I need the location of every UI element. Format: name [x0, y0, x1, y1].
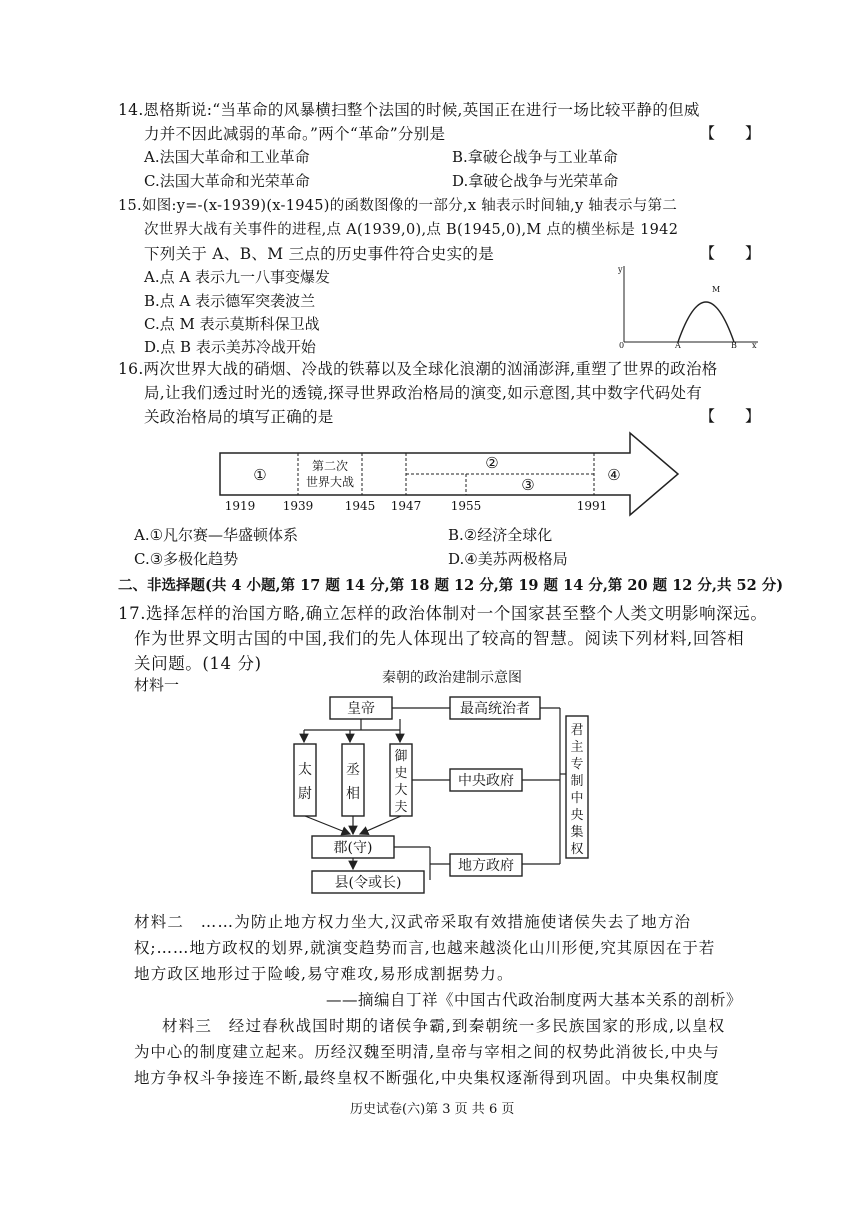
- q14-line1: 14.恩格斯说:“当革命的风暴横扫整个法国的时候,英国正在进行一场比较平静的但威: [118, 101, 700, 119]
- emperor-box: 皇帝: [347, 701, 375, 717]
- yushi-char-2: 史: [394, 766, 408, 781]
- autocracy-char-2: 主: [570, 740, 584, 755]
- qin-political-system-diagram: [290, 664, 600, 904]
- timeline-year-1991: 1991: [576, 499, 608, 513]
- q15-option-d: D.点 B 表示美苏冷战开始: [144, 338, 316, 356]
- material-3-line1: 材料三 经过春秋战国时期的诸侯争霸,到秦朝统一多民族国家的形成,以皇权: [162, 1017, 726, 1035]
- q15-option-a: A.点 A 表示九一八事变爆发: [144, 268, 330, 286]
- material-2-line1: 材料二 ……为防止地方权力坐大,汉武帝采取有效措施使诸侯失去了地方治: [134, 913, 692, 931]
- section-2-heading: 二、非选择题(共 4 小题,第 17 题 14 分,第 18 题 12 分,第 19 题 14 分,第 20 题 12 分,共 52 分): [118, 577, 784, 594]
- q15-line1: 15.如图:y=-(x-1939)(x-1945)的函数图像的一部分,x 轴表示时间轴,y 轴表示与第二: [118, 198, 678, 214]
- autocracy-char-6: 央: [570, 808, 584, 823]
- material-3-line3: 地方争权斗争接连不断,最终皇权不断强化,中央集权逐渐得到巩固。中央集权制度: [134, 1069, 720, 1087]
- q16-timeline-arrow: [210, 428, 688, 518]
- autocracy-char-4: 制: [570, 774, 584, 789]
- timeline-year-1945: 1945: [344, 499, 376, 513]
- supreme-ruler-box: 最高统治者: [460, 701, 530, 717]
- chengxiang-char-1: 丞: [346, 762, 360, 778]
- diagram-title: 秦朝的政治建制示意图: [382, 670, 522, 686]
- y-axis-label: y: [618, 265, 623, 274]
- q16-option-a: A.①凡尔赛—华盛顿体系: [134, 526, 299, 544]
- q16-option-d: D.④美苏两极格局: [448, 550, 568, 568]
- timeline-code-3: ③: [521, 476, 535, 494]
- timeline-year-1939: 1939: [282, 499, 314, 513]
- timeline-code-1: ①: [253, 466, 267, 484]
- q14-option-c: C.法国大革命和光荣革命: [144, 172, 310, 190]
- timeline-wwii-line2: 世界大战: [305, 475, 355, 489]
- timeline-year-1947: 1947: [390, 499, 422, 513]
- q16-line1: 16.两次世界大战的硝烟、冷战的铁幕以及全球化浪潮的汹涌澎湃,重塑了世界的政治格: [118, 360, 718, 378]
- q15-line3: 下列关于 A、B、M 三点的历史事件符合史实的是: [144, 245, 495, 263]
- q15-line2: 次世界大战有关事件的进程,点 A(1939,0),点 B(1945,0),M 点的横坐标是 1942: [144, 222, 679, 238]
- q15-answer-bracket: 【 】: [700, 244, 761, 262]
- point-b-label: B: [731, 341, 737, 348]
- taiwei-char-1: 太: [298, 762, 312, 778]
- local-government-box: 地方政府: [458, 858, 514, 874]
- autocracy-char-3: 专: [570, 757, 584, 772]
- q14-option-b: B.拿破仑战争与工业革命: [452, 148, 618, 166]
- q17-line3: 关问题。(14 分): [134, 654, 262, 673]
- point-a-label: A: [675, 341, 681, 348]
- material-2-line3: 地方政区地形过于险峻,易守难攻,易形成割据势力。: [134, 965, 514, 983]
- autocracy-char-5: 中: [570, 791, 584, 806]
- origin-label: 0: [619, 341, 625, 348]
- timeline-year-1919: 1919: [224, 499, 256, 513]
- q14-option-a: A.法国大革命和工业革命: [144, 148, 310, 166]
- central-government-box: 中央政府: [458, 773, 514, 789]
- q14-line2: 力并不因此减弱的革命。”两个“革命”分别是: [144, 125, 446, 143]
- material-2-line2: 权;……地方政权的划界,就演变趋势而言,也越来越淡化山川形便,究其原因在于若: [134, 939, 716, 957]
- point-m-label: M: [712, 285, 721, 294]
- q15-option-b: B.点 A 表示德军突袭波兰: [144, 292, 316, 310]
- autocracy-char-7: 集: [570, 825, 584, 840]
- material-2-source: ——摘编自丁祥《中国古代政治制度两大基本关系的剖析》: [326, 991, 743, 1009]
- q15-parabola-graph: [612, 262, 762, 348]
- material-1-label: 材料一: [134, 676, 180, 694]
- timeline-code-2: ②: [485, 454, 499, 472]
- q15-option-c: C.点 M 表示莫斯科保卫战: [144, 315, 320, 333]
- jun-commandery-box: 郡(守): [333, 840, 373, 856]
- timeline-wwii-line1: 第二次: [311, 459, 349, 473]
- autocracy-char-1: 君: [570, 723, 584, 738]
- q16-answer-bracket: 【 】: [700, 407, 761, 425]
- q14-answer-bracket: 【 】: [700, 124, 761, 142]
- q17-line2: 作为世界文明古国的中国,我们的先人体现出了较高的智慧。阅读下列材料,回答相: [134, 629, 745, 648]
- parabola-curve: [678, 302, 734, 342]
- timeline-year-1955: 1955: [450, 499, 482, 513]
- taiwei-char-2: 尉: [298, 786, 312, 802]
- q16-line3: 关政治格局的填写正确的是: [144, 408, 334, 426]
- yushi-char-1: 御: [394, 749, 408, 764]
- q16-option-c: C.③多极化趋势: [134, 550, 239, 568]
- x-axis-label: x: [752, 341, 757, 348]
- q16-line2: 局,让我们透过时光的透镜,探寻世界政治格局的演变,如示意图,其中数字代码处有: [144, 384, 703, 402]
- q17-line1: 17.选择怎样的治国方略,确立怎样的政治体制对一个国家甚至整个人类文明影响深远。: [118, 604, 768, 623]
- yushi-char-4: 夫: [394, 800, 408, 815]
- chengxiang-char-2: 相: [346, 786, 360, 802]
- q14-option-d: D.拿破仑战争与光荣革命: [452, 172, 619, 190]
- autocracy-char-8: 权: [570, 842, 584, 857]
- yushi-char-3: 大: [394, 783, 408, 798]
- page-footer: 历史试卷(六)第 3 页 共 6 页: [350, 1102, 515, 1117]
- timeline-code-4: ④: [607, 466, 621, 484]
- q16-option-b: B.②经济全球化: [448, 526, 553, 544]
- material-3-line2: 为中心的制度建立起来。历经汉魏至明清,皇帝与宰相之间的权势此消彼长,中央与: [134, 1043, 720, 1061]
- xian-county-box: 县(令或长): [334, 875, 402, 891]
